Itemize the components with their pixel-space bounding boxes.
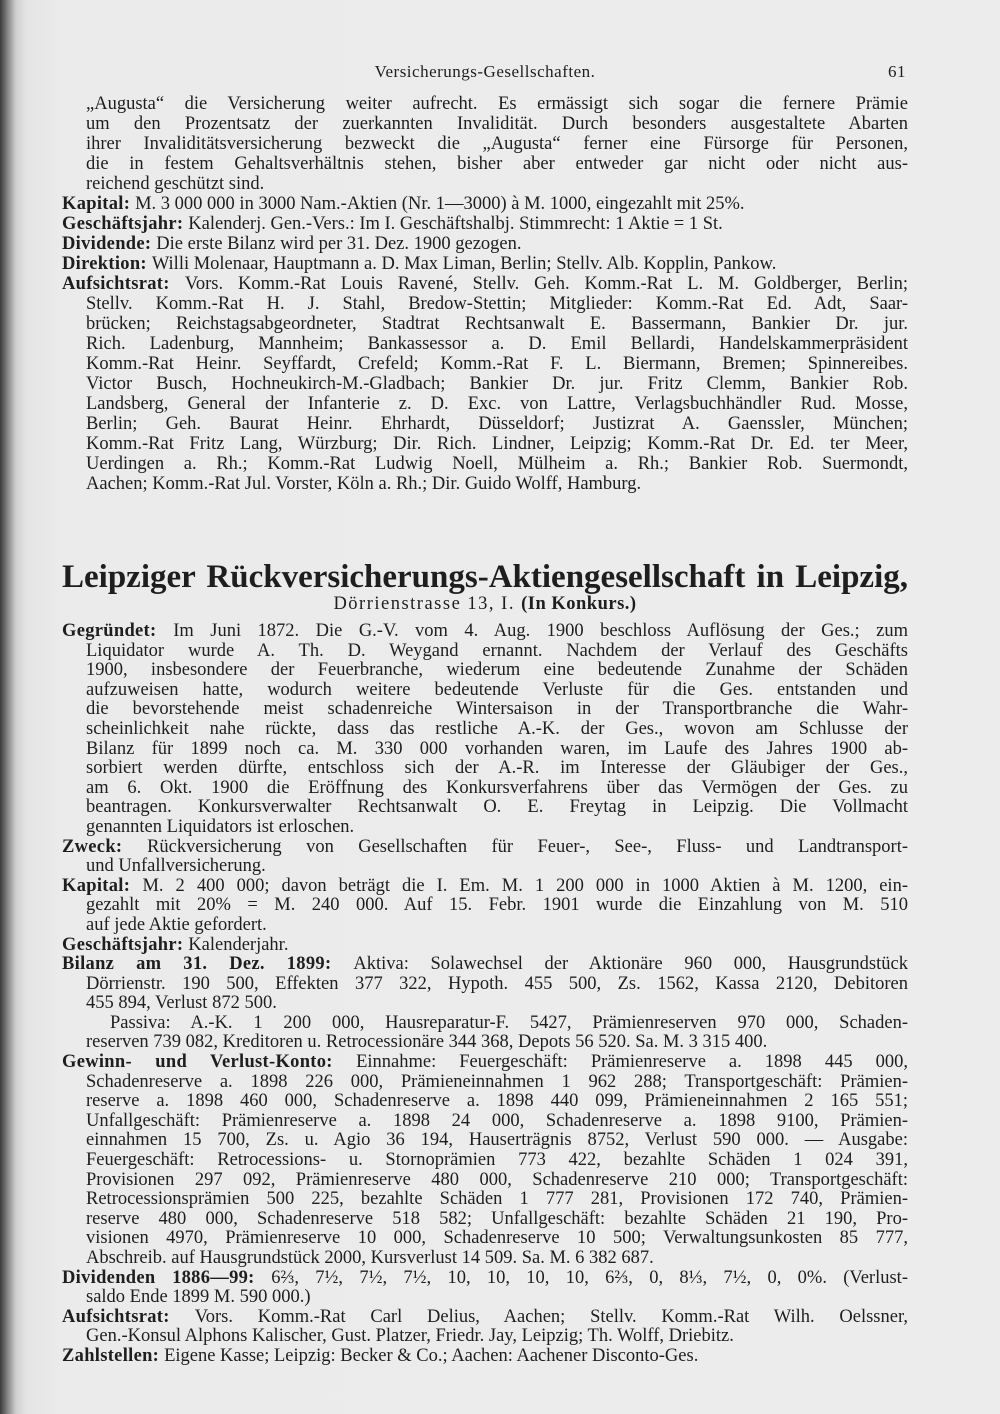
- entry-label: Dividenden 1886—99:: [62, 1267, 272, 1288]
- entry-text: Feuergeschäft: Retrocessions- u. Stornoprämien 773 422, bezahlte Schäden 1 024 391,: [86, 1150, 908, 1171]
- page-number: 61: [888, 62, 906, 81]
- text-line: [62, 955, 908, 975]
- entry-label: Aufsichtsrat:: [62, 274, 185, 294]
- entry-text: Uerdingen a. Rh.; Komm.-Rat Ludwig Noell, Mülheim a. Rh.; Bankier Rob. Suermondt,: [86, 454, 908, 474]
- text-line: [62, 334, 908, 354]
- entry-text: Die erste Bilanz wird per 31. Dez. 1900 gezogen.: [156, 234, 522, 254]
- text-line: [62, 818, 908, 838]
- text-line: [62, 700, 908, 720]
- text-line: [62, 1014, 908, 1034]
- entry-text: Kalenderjahr.: [188, 934, 289, 955]
- entry-text: M. 3 000 000 in 3000 Nam.-Aktien (Nr. 1—3000) à M. 1000, eingezahlt mit 25%.: [135, 194, 745, 214]
- entry-text: um den Prozentsatz der zuerkannten Invalidität. Durch besonders ausgestaltete Abarten: [86, 114, 908, 134]
- text-line: [62, 1073, 908, 1093]
- entry-text: Vors. Komm.-Rat Louis Ravené, Stellv. Geh. Komm.-Rat L. M. Goldberger, Berlin;: [184, 274, 908, 294]
- text-line: [62, 314, 908, 334]
- entry-text: 1900, insbesondere der Feuerbranche, wiederum eine bedeutende Zunahme der Schäden: [86, 660, 908, 681]
- entry-aufsichtsrat: [62, 1308, 908, 1347]
- text-line: [62, 1308, 908, 1328]
- entry-text: „Augusta“ die Versicherung weiter aufrecht. Es ermässigt sich sogar die fernere Prämie: [86, 94, 908, 114]
- text-line: [62, 1210, 908, 1230]
- text-line: [62, 94, 908, 114]
- entry-text: auf jede Aktie gefordert.: [86, 914, 267, 935]
- text-line: [62, 154, 908, 174]
- text-line: [62, 1190, 908, 1210]
- entry-text: Provisionen 297 092, Prämienreserve 480 000, Schadenreserve 210 000; Transportgeschäft:: [86, 1169, 908, 1190]
- text-line: [62, 779, 908, 799]
- entry-geschäftsjahr: [62, 214, 908, 234]
- text-line: [62, 936, 908, 956]
- entry-label: Kapital:: [62, 194, 136, 214]
- entry-text: visionen 4970, Prämienreserve 10 000, Schadenreserve 10 500; Verwaltungsunkosten 85 777,: [86, 1228, 908, 1249]
- text-line: [62, 474, 908, 494]
- text-line: [62, 916, 908, 936]
- entry-direktion: [62, 254, 908, 274]
- entry-label: Geschäftsjahr:: [62, 934, 189, 955]
- augusta-section-continuation: [62, 94, 908, 494]
- text-line: [62, 194, 908, 214]
- text-line: [62, 661, 908, 681]
- entry-text: und Unfallversicherung.: [86, 856, 266, 877]
- text-line: [62, 1327, 908, 1347]
- running-title: Versicherungs-Gesellschaften.: [374, 62, 596, 81]
- text-line: [62, 1249, 908, 1269]
- entry-text: Aachen; Komm.-Rat Jul. Vorster, Köln a. Rh.; Dir. Guido Wolff, Hamburg.: [86, 474, 642, 494]
- entry-text: Rich. Ladenburg, Mannheim; Bankassessor a. D. Emil Bellardi, Handelskammerpräsident: [86, 334, 908, 354]
- text-line: [62, 1347, 908, 1367]
- text-line: [62, 214, 908, 234]
- entry-dividenden-1886-99: [62, 1269, 908, 1308]
- text-line: [62, 1229, 908, 1249]
- entry-text: sorbiert werden dürfte, entschloss sich der A.-R. im Interesse der Gläubiger der Ges.,: [86, 758, 908, 779]
- entry-text: Gen.-Konsul Alphons Kalischer, Gust. Platzer, Friedr. Jay, Leipzig; Th. Wolff, Driebitz.: [86, 1326, 734, 1347]
- text-line: [62, 394, 908, 414]
- text-line: [62, 857, 908, 877]
- text-line: [62, 374, 908, 394]
- entry-text: Eigene Kasse; Leipzig: Becker & Co.; Aachen: Aachener Disconto-Ges.: [164, 1345, 699, 1366]
- entry-paragraph: [62, 94, 908, 194]
- entry-text: Dörrienstr. 190 500, Effekten 377 322, Hypoth. 455 500, Zs. 1562, Kassa 2120, Debitoren: [86, 973, 908, 994]
- entry-zweck: [62, 838, 908, 877]
- text-line: [62, 720, 908, 740]
- text-line: [62, 994, 908, 1014]
- entry-text: Retrocessionsprämien 500 225, bezahlte Schäden 1 777 281, Provisionen 172 740, Prämien-: [86, 1189, 908, 1210]
- text-line: [62, 1092, 908, 1112]
- entry-text: Im Juni 1872. Die G.-V. vom 4. Aug. 1900 beschloss Auflösung der Ges.; zum: [173, 621, 908, 641]
- entry-text: reichend geschützt sind.: [86, 174, 265, 194]
- entry-text: Rückversicherung von Gesellschaften für Feuer-, See-, Fluss- und Landtransport-: [147, 836, 908, 857]
- entry-text: reserven 739 082, Kreditoren u. Retrocessionäre 344 368, Depots 56 520. Sa. M. 3 315 400.: [86, 1032, 768, 1053]
- entry-paragraph: [62, 1014, 908, 1053]
- text-line: [62, 234, 908, 254]
- entry-text: Victor Busch, Hochneukirch-M.-Gladbach; Bankier Dr. jur. Fritz Clemm, Bankier Rob.: [86, 374, 908, 394]
- entry-label: Direktion:: [62, 254, 152, 274]
- leipziger-section-body: [62, 622, 908, 1367]
- entry-text: ihrer Invaliditätsversicherung bezweckt die „Augusta“ ferner eine Fürsorge für Personen,: [86, 134, 908, 154]
- entry-text: Komm.-Rat Fritz Lang, Würzburg; Dir. Rich. Lindner, Leipzig; Komm.-Rat Dr. Ed. ter Meer,: [86, 434, 908, 454]
- entry-text: aufzuweisen hatte, wodurch weitere bedeutende Verluste für die Ges. entstanden und: [86, 679, 908, 700]
- entry-text: Abschreib. auf Hausgrundstück 2000, Kursverlust 14 509. Sa. M. 6 382 687.: [86, 1248, 654, 1268]
- entry-text: brücken; Reichstagsabgeordneter, Stadtrat Rechtsanwalt E. Bassermann, Bankier Dr. jur.: [86, 314, 908, 334]
- entry-label: Kapital:: [62, 875, 143, 896]
- entry-text: saldo Ende 1899 M. 590 000.): [86, 1287, 311, 1308]
- entry-label: Geschäftsjahr:: [62, 214, 189, 234]
- entry-text: Aktiva: Solawechsel der Aktionäre 960 000, Hausgrundstück: [353, 954, 908, 975]
- text-line: [62, 740, 908, 760]
- entry-text: Passiva: A.-K. 1 200 000, Hausreparatur-F. 5427, Prämienreserven 970 000, Schaden-: [110, 1012, 908, 1033]
- entry-text: gezahlt mit 20% = M. 240 000. Auf 15. Febr. 1901 wurde die Einzahlung von M. 510: [86, 895, 908, 916]
- entry-text: am 6. Okt. 1900 die Eröffnung des Konkursverfahrens über das Vermögen der Ges. zu: [86, 777, 908, 798]
- text-line: [62, 622, 908, 642]
- running-header: [64, 62, 906, 86]
- entry-label: Aufsichtsrat:: [62, 1306, 195, 1327]
- text-line: [62, 838, 908, 858]
- entry-text: scheinlichkeit nahe rückte, dass das restliche A.-K. der Ges., wovon am Schlusse der: [86, 718, 908, 739]
- entry-text: 6⅔, 7½, 7½, 7½, 10, 10, 10, 10, 6⅔, 0, 8⅓, 7½, 0, 0%. (Verlust-: [271, 1267, 908, 1288]
- text-line: [62, 274, 908, 294]
- text-line: [62, 798, 908, 818]
- entry-text: 455 894, Verlust 872 500.: [86, 993, 277, 1014]
- text-line: [62, 174, 908, 194]
- entry-text: genannten Liquidators ist erloschen.: [86, 816, 355, 837]
- entry-text: die in festem Gehaltsverhältnis stehen, bisher aber entweder gar nicht oder nicht aus-: [86, 154, 908, 174]
- text-line: [62, 1112, 908, 1132]
- text-line: [62, 975, 908, 995]
- text-line: [62, 1053, 908, 1073]
- text-line: [62, 434, 908, 454]
- text-line: [62, 681, 908, 701]
- entry-text: Willi Molenaar, Hauptmann a. D. Max Liman, Berlin; Stellv. Alb. Kopplin, Pankow.: [151, 254, 777, 274]
- entry-text: reserve 480 000, Schadenreserve 518 582; Unfallgeschäft: bezahlte Schäden 21 190, Pro-: [86, 1208, 908, 1229]
- text-line: [62, 1288, 908, 1308]
- entry-label: Gegründet:: [62, 621, 174, 641]
- text-line: [62, 254, 908, 274]
- entry-gewinn-und-verlust-konto: [62, 1053, 908, 1269]
- company-address: Dörrienstrasse 13, I.: [333, 594, 515, 614]
- text-line: [62, 294, 908, 314]
- entry-text: Landsberg, General der Infanterie z. D. Exc. von Lattre, Verlagsbuchhändler Rud. Mosse,: [86, 394, 908, 414]
- entry-text: Kalenderj. Gen.-Vers.: Im I. Geschäftshalbj. Stimmrecht: 1 Aktie = 1 St.: [188, 214, 723, 234]
- entry-text: Berlin; Geh. Baurat Heinr. Ehrhardt, Düsseldorf; Justizrat A. Gaenssler, München;: [86, 414, 908, 434]
- entry-text: Bilanz für 1899 noch ca. M. 330 000 vorhanden waren, im Laufe des Jahres 1900 ab-: [86, 738, 908, 759]
- entry-text: Einnahme: Feuergeschäft: Prämienreserve a. 1898 445 000,: [356, 1052, 908, 1073]
- text-line: [62, 877, 908, 897]
- entry-text: M. 2 400 000; davon beträgt die I. Em. M. 1 200 000 in 1000 Aktien à M. 1200, ein-: [142, 875, 908, 896]
- text-line: [62, 454, 908, 474]
- text-line: [62, 759, 908, 779]
- entry-bilanz-am-31-dez-1899: [62, 955, 908, 1014]
- company-address-line: [62, 594, 908, 615]
- company-status: (In Konkurs.): [521, 594, 637, 614]
- entry-text: Unfallgeschäft: Prämienreserve a. 1898 24 000, Schadenreserve a. 1898 9100, Prämien-: [86, 1110, 908, 1131]
- entry-text: die bevorstehende meist schadenreiche Wintersaison in der Transportbranche die Wahr-: [86, 699, 908, 720]
- entry-text: Schadenreserve a. 1898 226 000, Prämieneinnahmen 1 962 288; Transportgeschäft: Prämien-: [86, 1071, 908, 1092]
- entry-aufsichtsrat: [62, 274, 908, 494]
- entry-geschäftsjahr: [62, 936, 908, 956]
- text-line: [62, 1033, 908, 1053]
- entry-text: Vors. Komm.-Rat Carl Delius, Aachen; Stellv. Komm.-Rat Wilh. Oelssner,: [194, 1306, 908, 1327]
- entry-text: reserve a. 1898 460 000, Schadenreserve a. 1898 440 099, Prämieneinnahmen 2 165 551;: [86, 1091, 908, 1112]
- entry-kapital: [62, 877, 908, 936]
- entry-label: Zahlstellen:: [62, 1345, 165, 1366]
- text-line: [62, 1151, 908, 1171]
- text-line: [62, 134, 908, 154]
- entry-label: Bilanz am 31. Dez. 1899:: [62, 954, 354, 975]
- text-line: [62, 354, 908, 374]
- text-line: [62, 896, 908, 916]
- entry-label: Dividende:: [62, 234, 157, 254]
- entry-text: Stellv. Komm.-Rat H. J. Stahl, Bredow-Stettin; Mitglieder: Komm.-Rat Ed. Adt, Saar-: [86, 294, 908, 314]
- entry-label: Gewinn- und Verlust-Konto:: [62, 1052, 357, 1073]
- text-line: [62, 1269, 908, 1289]
- text-line: [62, 414, 908, 434]
- entry-gegründet: [62, 622, 908, 838]
- entry-text: Liquidator wurde A. Th. D. Weygand ernannt. Nachdem der Verlauf des Geschäfts: [86, 640, 908, 661]
- entry-text: beantragen. Konkursverwalter Rechtsanwalt O. E. Freytag in Leipzig. Die Vollmacht: [86, 797, 908, 818]
- entry-text: Komm.-Rat Heinr. Seyffardt, Crefeld; Komm.-Rat F. L. Biermann, Bremen; Spinnereibes.: [86, 354, 908, 374]
- text-line: [62, 1171, 908, 1191]
- entry-dividende: [62, 234, 908, 254]
- entry-label: Zweck:: [62, 836, 148, 857]
- entry-zahlstellen: [62, 1347, 908, 1367]
- text-line: [62, 642, 908, 662]
- text-line: [62, 114, 908, 134]
- company-title: Leipziger Rückversicherungs-Aktiengesellschaft in Leipzig,: [62, 559, 908, 595]
- entry-kapital: [62, 194, 908, 214]
- text-line: [62, 1131, 908, 1151]
- entry-text: einnahmen 15 700, Zs. u. Agio 36 194, Hauserträgnis 8752, Verlust 590 000. — Ausgabe:: [86, 1130, 908, 1151]
